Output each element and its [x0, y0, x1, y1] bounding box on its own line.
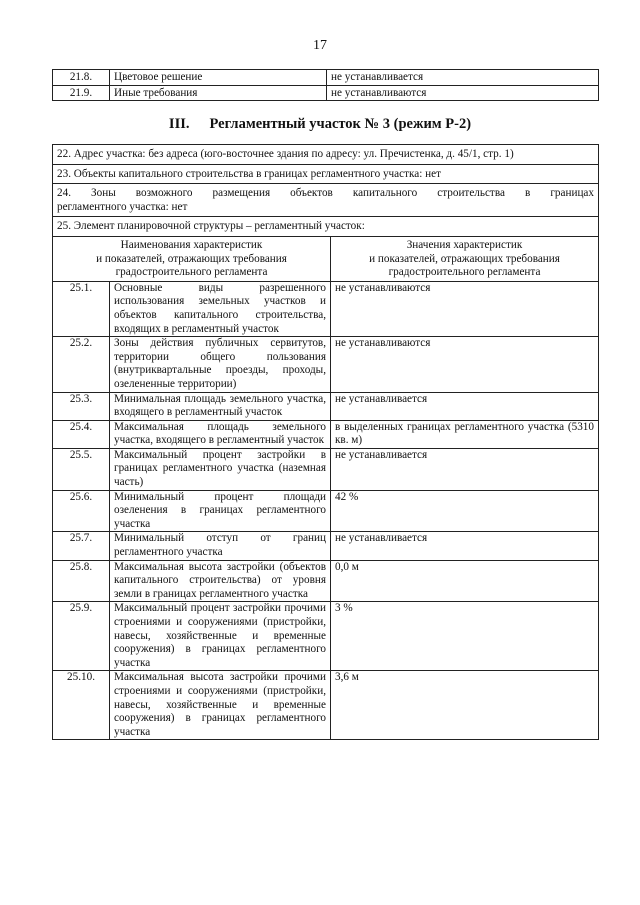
- row-value: не устанавливается: [331, 448, 599, 490]
- row-number: 25.6.: [53, 490, 110, 532]
- row-number: 25.8.: [53, 560, 110, 602]
- continuation-table: [52, 69, 599, 101]
- row-name: Минимальный отступ от границ регламентного участка: [110, 532, 331, 560]
- table-row: [53, 490, 599, 532]
- row-number: 21.8.: [53, 70, 110, 86]
- table-row: [53, 560, 599, 602]
- row-name: Максимальный процент застройки прочими строениями и сооружениями (пристройки, навесы, хозяйственные и временные сооружения) в границах регламентного участка: [110, 602, 331, 671]
- header-values: [331, 236, 599, 281]
- objects-cell: 23. Объекты капитального строительства в границах регламентного участка: нет: [53, 164, 599, 184]
- row-value: не устанавливаются: [327, 85, 599, 101]
- table-row: [53, 85, 599, 101]
- table-header-row: [53, 236, 599, 281]
- header-line: Наименования характеристик: [120, 238, 263, 251]
- row-name: Цветовое решение: [110, 70, 327, 86]
- row-name: Максимальная высота застройки прочими строениями и сооружениями (пристройки, навесы, хозяйственные и временные сооружения) в границах регламентного участка: [110, 671, 331, 740]
- zones-cell: [53, 184, 599, 217]
- row-name: Основные виды разрешенного использования земельных участков и объектов капитального строительства, входящих в регламентный участок: [110, 281, 331, 336]
- row-name: Минимальная площадь земельного участка, входящего в регламентный участок: [110, 392, 331, 420]
- row-name: Иные требования: [110, 85, 327, 101]
- row-value: 3,6 м: [331, 671, 599, 740]
- row-number: 25.1.: [53, 281, 110, 336]
- row-number: 25.2.: [53, 337, 110, 392]
- row-value: не устанавливается: [327, 70, 599, 86]
- regulation-table: [52, 144, 599, 740]
- page-number: 17: [313, 38, 327, 53]
- header-line: и показателей, отражающих требования: [369, 252, 560, 265]
- table-row: [53, 337, 599, 392]
- table-row: [53, 420, 599, 448]
- row-number: 25.7.: [53, 532, 110, 560]
- element-cell: 25. Элемент планировочной структуры – регламентный участок:: [53, 217, 599, 237]
- row-value: не устанавливаются: [331, 337, 599, 392]
- address-cell: 22. Адрес участка: без адреса (юго-восточнее здания по адресу: ул. Пречистенка, д. 45/1, стр. 1): [53, 145, 599, 165]
- row-name: Максимальный процент застройки в границах регламентного участка (наземная часть): [110, 448, 331, 490]
- info-row-objects: [53, 164, 599, 184]
- table-row: [53, 392, 599, 420]
- table-row: [53, 602, 599, 671]
- row-value: не устанавливается: [331, 392, 599, 420]
- header-names: [53, 236, 331, 281]
- header-line: Значения характеристик: [406, 238, 523, 251]
- table-row: [53, 532, 599, 560]
- table-row: [53, 281, 599, 336]
- info-row-address: [53, 145, 599, 165]
- row-number: 25.9.: [53, 602, 110, 671]
- row-value: 42 %: [331, 490, 599, 532]
- row-number: 25.5.: [53, 448, 110, 490]
- row-number: 25.10.: [53, 671, 110, 740]
- zones-line-1: 24. Зоны возможного размещения объектов капитального строительства в границах: [57, 187, 594, 200]
- table-row: [53, 70, 599, 86]
- row-value: 0,0 м: [331, 560, 599, 602]
- row-value: в выделенных границах регламентного участка (5310 кв. м): [331, 420, 599, 448]
- row-number: 21.9.: [53, 85, 110, 101]
- info-row-element: [53, 217, 599, 237]
- table-row: [53, 671, 599, 740]
- row-name: Зоны действия публичных сервитутов, территории общего пользования (внутриквартальные проезды, проходы, озелененные территории): [110, 337, 331, 392]
- row-name: Максимальная площадь земельного участка, входящего в регламентный участок: [110, 420, 331, 448]
- zones-line-2: регламентного участка: нет: [57, 200, 188, 213]
- row-value: 3 %: [331, 602, 599, 671]
- row-name: Минимальный процент площади озеленения в границах регламентного участка: [110, 490, 331, 532]
- header-line: градостроительного регламента: [115, 266, 268, 279]
- section-roman-numeral: III.: [168, 116, 190, 132]
- header-line: градостроительного регламента: [388, 266, 541, 279]
- info-row-zones: [53, 184, 599, 217]
- row-number: 25.4.: [53, 420, 110, 448]
- table-row: [53, 448, 599, 490]
- section-title: Регламентный участок № 3 (режим Р-2): [209, 116, 472, 132]
- row-number: 25.3.: [53, 392, 110, 420]
- row-name: Максимальная высота застройки (объектов капитального строительства) от уровня земли в границах регламентного участка: [110, 560, 331, 602]
- row-value: не устанавливаются: [331, 281, 599, 336]
- row-value: не устанавливается: [331, 532, 599, 560]
- section-heading: [0, 116, 640, 133]
- header-line: и показателей, отражающих требования: [96, 252, 287, 265]
